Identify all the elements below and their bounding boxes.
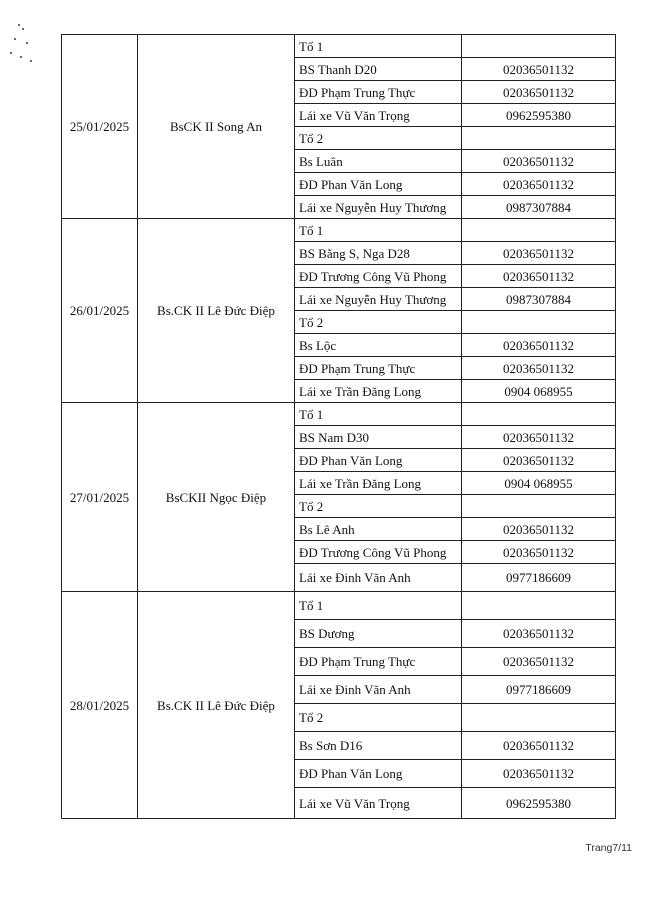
staff-phone: 02036501132 <box>462 81 616 104</box>
duty-schedule-table <box>61 34 616 819</box>
duty-leader: Bs.CK II Lê Đức Điệp <box>138 592 295 819</box>
staff-name: Tổ 2 <box>295 704 462 732</box>
staff-name: Bs Luân <box>295 150 462 173</box>
staff-name: BS Bằng S, Nga D28 <box>295 242 462 265</box>
schedule-body <box>62 35 616 819</box>
table-row <box>62 403 616 426</box>
staff-name: Lái xe Nguyễn Huy Thương <box>295 196 462 219</box>
staff-name: BS Nam D30 <box>295 426 462 449</box>
staff-name: Tổ 2 <box>295 127 462 150</box>
staff-name: ĐD Phan Văn Long <box>295 760 462 788</box>
duty-leader: Bs.CK II Lê Đức Điệp <box>138 219 295 403</box>
duty-date: 27/01/2025 <box>62 403 138 592</box>
staff-phone: 02036501132 <box>462 58 616 81</box>
staff-phone: 0904 068955 <box>462 380 616 403</box>
staff-phone <box>462 495 616 518</box>
staff-phone: 0987307884 <box>462 288 616 311</box>
staff-phone: 0962595380 <box>462 104 616 127</box>
staff-name: BS Thanh D20 <box>295 58 462 81</box>
staff-name: Bs Lộc <box>295 334 462 357</box>
staff-phone <box>462 311 616 334</box>
staff-phone: 02036501132 <box>462 334 616 357</box>
staff-phone: 02036501132 <box>462 541 616 564</box>
staff-phone <box>462 219 616 242</box>
staff-phone: 02036501132 <box>462 242 616 265</box>
duty-leader: BsCKII Ngọc Điệp <box>138 403 295 592</box>
staff-phone <box>462 35 616 58</box>
staff-phone <box>462 127 616 150</box>
table-row <box>62 592 616 620</box>
staff-phone: 02036501132 <box>462 357 616 380</box>
scan-specks <box>4 22 36 68</box>
staff-phone: 02036501132 <box>462 518 616 541</box>
staff-name: Lái xe Vũ Văn Trọng <box>295 788 462 819</box>
duty-date: 25/01/2025 <box>62 35 138 219</box>
staff-phone: 02036501132 <box>462 648 616 676</box>
staff-name: ĐD Phạm Trung Thực <box>295 357 462 380</box>
staff-name: BS Dương <box>295 620 462 648</box>
table-row <box>62 219 616 242</box>
staff-phone: 02036501132 <box>462 173 616 196</box>
staff-name: ĐD Trương Công Vũ Phong <box>295 265 462 288</box>
table-row <box>62 35 616 58</box>
staff-name: Bs Sơn D16 <box>295 732 462 760</box>
staff-phone: 0977186609 <box>462 564 616 592</box>
duty-leader: BsCK II Song An <box>138 35 295 219</box>
staff-name: ĐD Phan Văn Long <box>295 449 462 472</box>
staff-name: Lái xe Vũ Văn Trọng <box>295 104 462 127</box>
staff-phone: 0987307884 <box>462 196 616 219</box>
staff-phone <box>462 403 616 426</box>
staff-phone: 02036501132 <box>462 265 616 288</box>
staff-phone: 02036501132 <box>462 620 616 648</box>
staff-name: Lái xe Trần Đăng Long <box>295 472 462 495</box>
duty-date: 28/01/2025 <box>62 592 138 819</box>
staff-name: Lái xe Đinh Văn Anh <box>295 676 462 704</box>
staff-phone <box>462 704 616 732</box>
staff-name: ĐD Trương Công Vũ Phong <box>295 541 462 564</box>
staff-name: Lái xe Đinh Văn Anh <box>295 564 462 592</box>
staff-name: Tổ 1 <box>295 35 462 58</box>
staff-name: Tổ 1 <box>295 592 462 620</box>
staff-name: ĐD Phan Văn Long <box>295 173 462 196</box>
staff-phone <box>462 592 616 620</box>
staff-phone: 0904 068955 <box>462 472 616 495</box>
staff-name: ĐD Phạm Trung Thực <box>295 648 462 676</box>
staff-phone: 02036501132 <box>462 732 616 760</box>
page-number: Trang7/11 <box>585 842 632 854</box>
staff-name: ĐD Phạm Trung Thực <box>295 81 462 104</box>
staff-phone: 02036501132 <box>462 426 616 449</box>
staff-name: Tổ 1 <box>295 219 462 242</box>
staff-name: Tổ 2 <box>295 311 462 334</box>
staff-name: Tổ 1 <box>295 403 462 426</box>
staff-name: Tổ 2 <box>295 495 462 518</box>
duty-date: 26/01/2025 <box>62 219 138 403</box>
staff-phone: 02036501132 <box>462 760 616 788</box>
staff-phone: 0977186609 <box>462 676 616 704</box>
staff-name: Lái xe Trần Đăng Long <box>295 380 462 403</box>
staff-name: Lái xe Nguyễn Huy Thương <box>295 288 462 311</box>
staff-phone: 02036501132 <box>462 150 616 173</box>
staff-phone: 0962595380 <box>462 788 616 819</box>
staff-phone: 02036501132 <box>462 449 616 472</box>
staff-name: Bs Lê Anh <box>295 518 462 541</box>
